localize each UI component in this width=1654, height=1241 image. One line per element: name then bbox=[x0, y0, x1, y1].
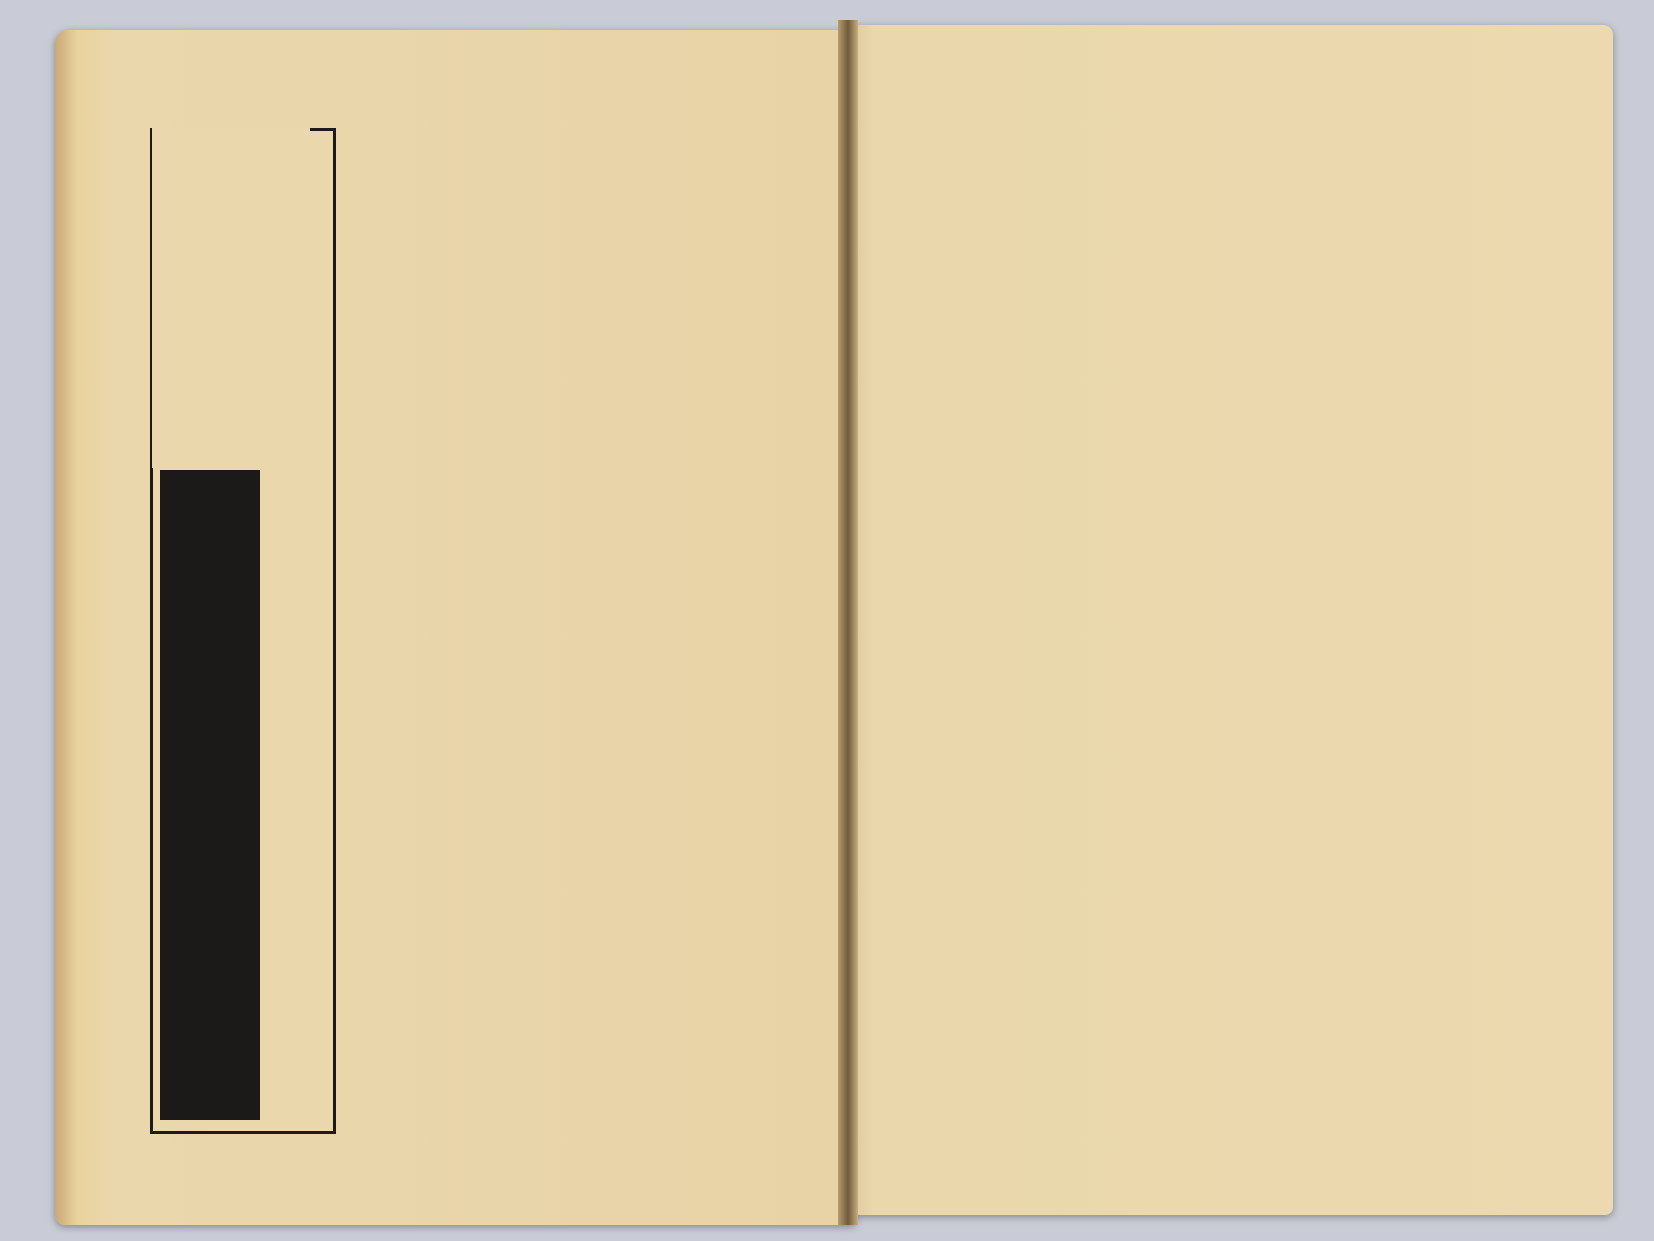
right-page bbox=[848, 25, 1613, 1215]
ad-header-box bbox=[152, 128, 310, 468]
book-gutter bbox=[838, 20, 858, 1225]
ad-product-bar bbox=[160, 470, 260, 1120]
